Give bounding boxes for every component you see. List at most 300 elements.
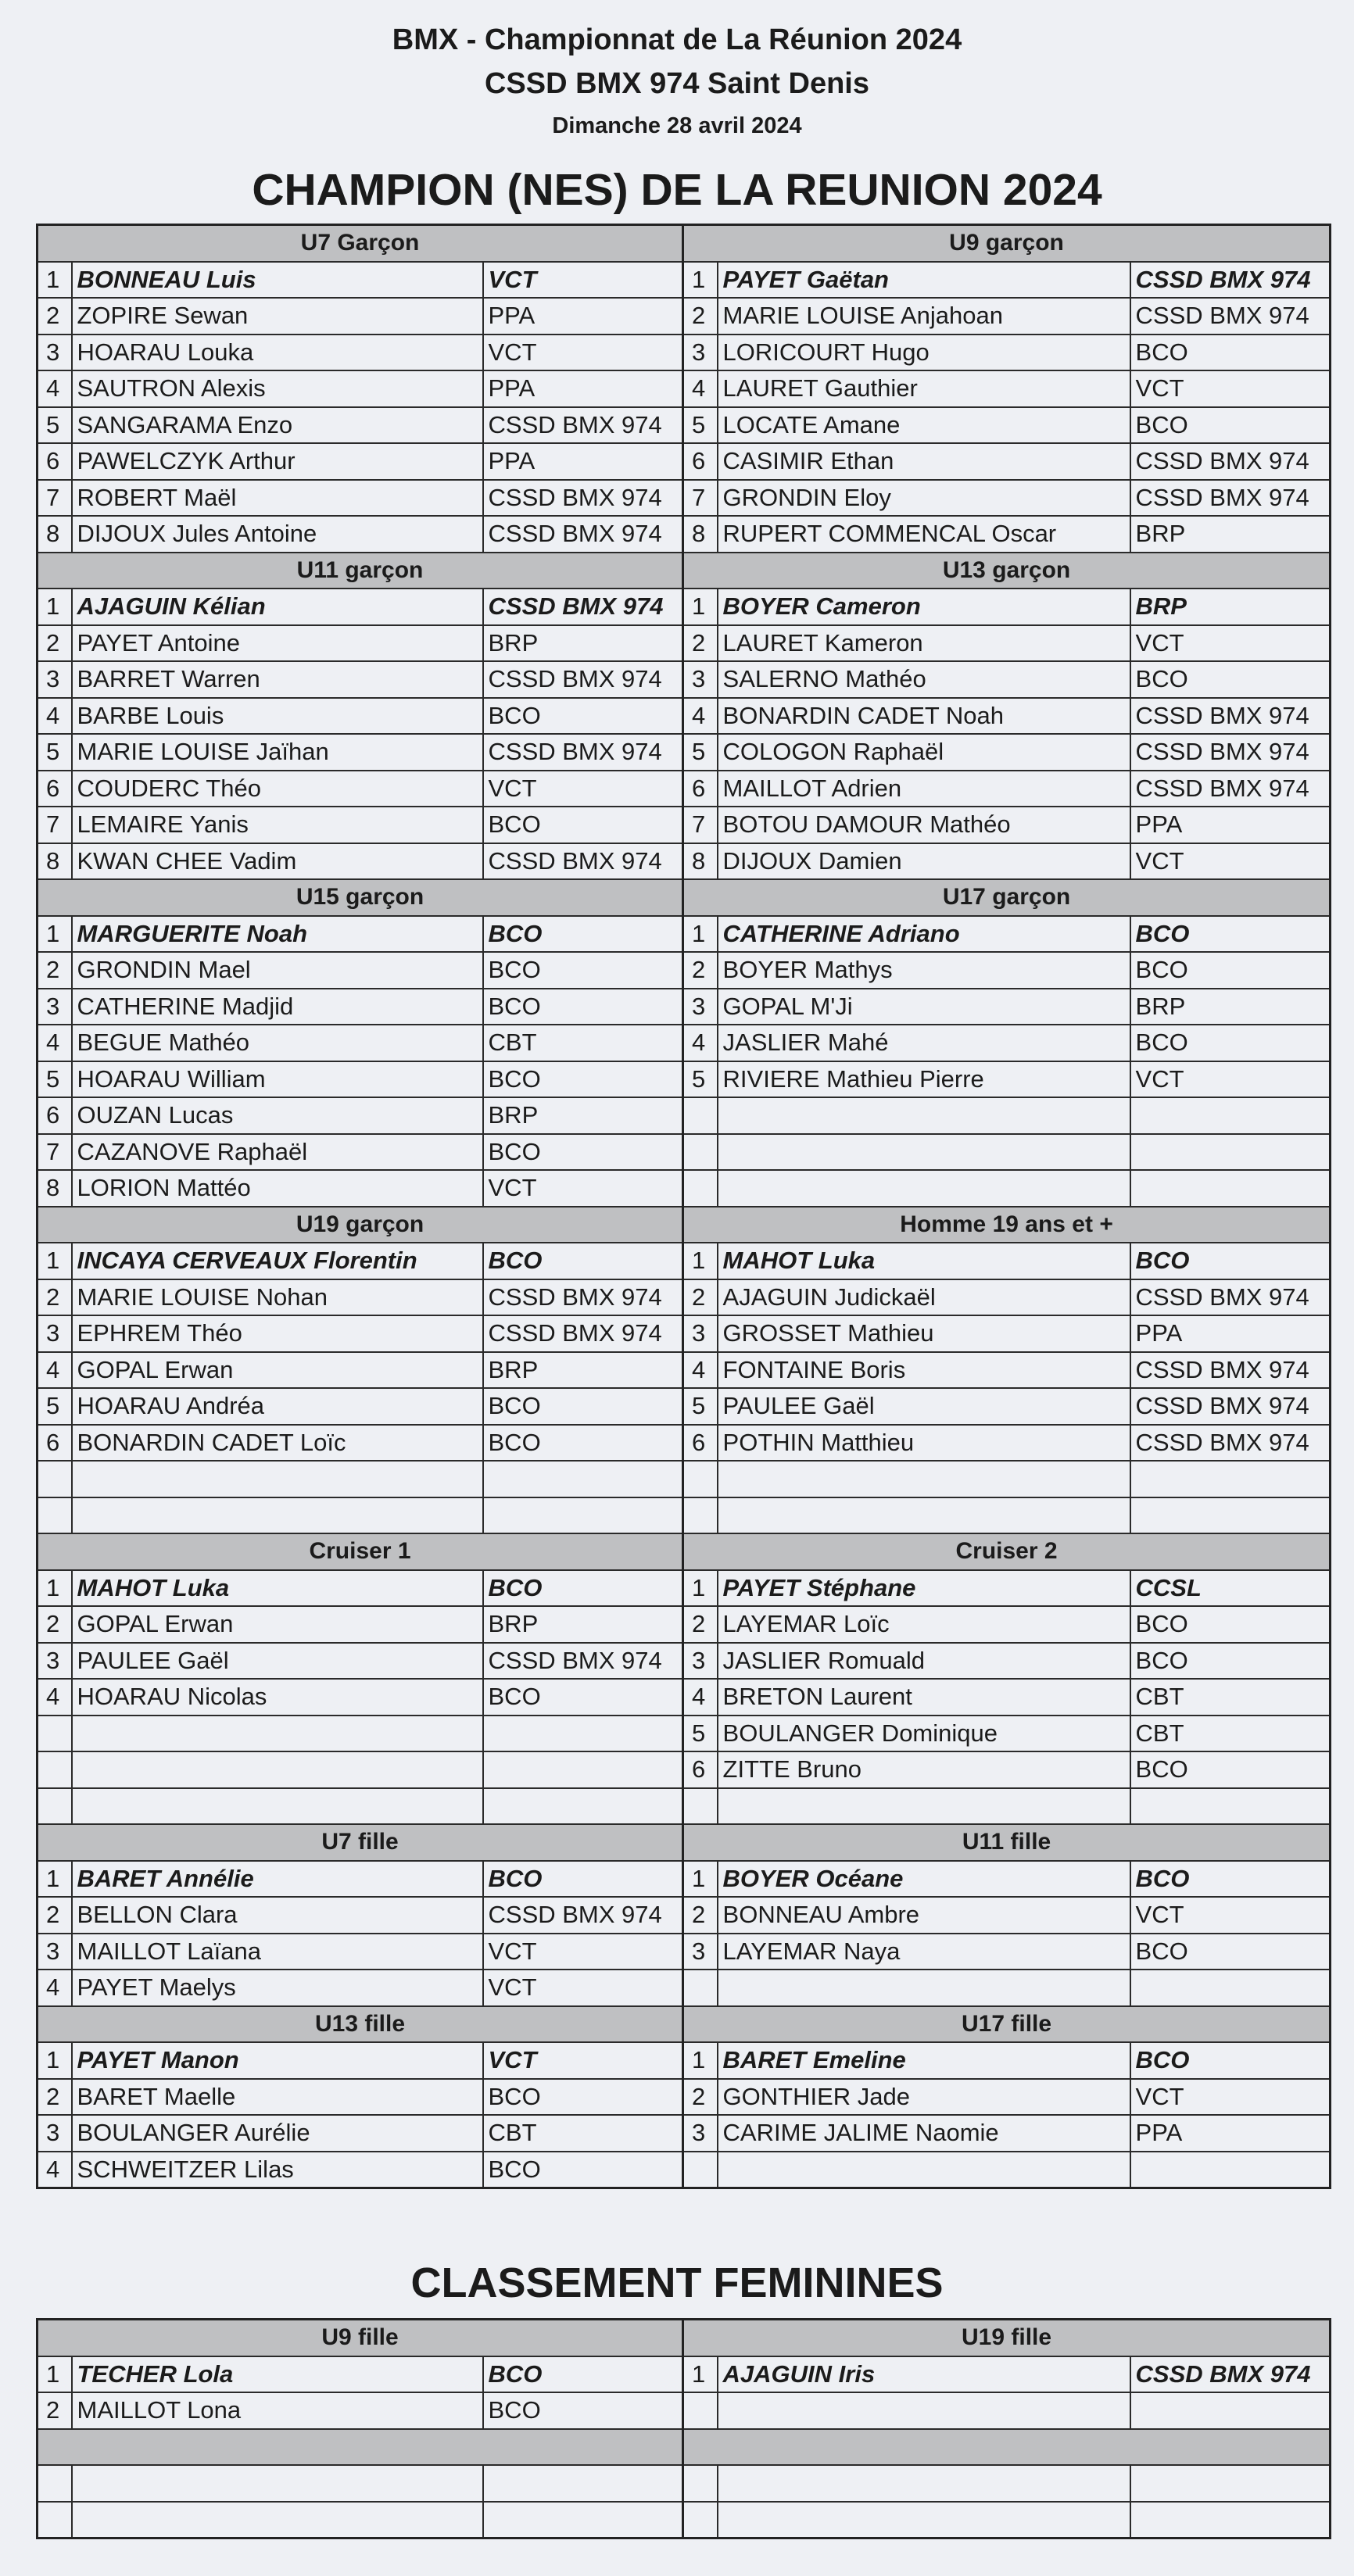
rank-cell: 5 <box>38 407 72 444</box>
table-row <box>38 2115 1331 2152</box>
rider-name-cell <box>72 1788 483 1825</box>
category-header-row <box>38 1533 1331 1570</box>
rank-cell: 1 <box>683 262 718 299</box>
category-title: U11 fille <box>683 1824 1331 1861</box>
rider-name-cell <box>72 1751 483 1788</box>
club-cell: BCO <box>483 1861 683 1898</box>
rank-cell: 1 <box>38 916 72 953</box>
rank-cell <box>683 2152 718 2188</box>
club-cell: BRP <box>1130 516 1331 553</box>
rider-name-cell <box>72 2502 483 2538</box>
rank-cell: 1 <box>38 2356 72 2393</box>
rider-name-cell: LAURET Kameron <box>718 625 1130 662</box>
club-cell: CCSL <box>1130 1570 1331 1607</box>
rank-cell: 6 <box>38 771 72 807</box>
club-cell: CSSD BMX 974 <box>1130 1279 1331 1316</box>
rank-cell: 5 <box>38 734 72 771</box>
club-cell: CSSD BMX 974 <box>1130 480 1331 517</box>
rider-name-cell <box>718 1497 1130 1534</box>
rank-cell <box>38 1751 72 1788</box>
club-cell: CSSD BMX 974 <box>483 589 683 625</box>
table-row <box>38 1497 1331 1534</box>
club-cell: CSSD BMX 974 <box>1130 771 1331 807</box>
club-cell: BCO <box>1130 1243 1331 1279</box>
category-header-row <box>38 1207 1331 1243</box>
table-row <box>38 2079 1331 2116</box>
rider-name-cell: LAYEMAR Naya <box>718 1934 1130 1970</box>
club-cell <box>483 1716 683 1752</box>
rank-cell: 1 <box>683 1861 718 1898</box>
rider-name-cell: PAWELCZYK Arthur <box>72 443 483 480</box>
rank-cell: 6 <box>683 443 718 480</box>
rank-cell: 2 <box>683 298 718 335</box>
table-row <box>38 335 1331 371</box>
rider-name-cell: BOULANGER Aurélie <box>72 2115 483 2152</box>
club-cell: CSSD BMX 974 <box>483 1315 683 1352</box>
rider-name-cell <box>718 2152 1130 2188</box>
rank-cell: 3 <box>38 989 72 1025</box>
club-cell: BRP <box>483 625 683 662</box>
rank-cell <box>38 1716 72 1752</box>
rank-cell: 2 <box>683 1606 718 1643</box>
rider-name-cell: BARET Emeline <box>718 2042 1130 2079</box>
category-title: U13 fille <box>38 2006 683 2043</box>
table-row <box>38 516 1331 553</box>
table-row <box>38 1897 1331 1934</box>
rank-cell: 1 <box>38 1243 72 1279</box>
club-cell: BRP <box>1130 589 1331 625</box>
table-row <box>38 2152 1331 2188</box>
club-cell: BCO <box>1130 1861 1331 1898</box>
category-header-row <box>38 2006 1331 2043</box>
rider-name-cell: JASLIER Romuald <box>718 1643 1130 1680</box>
club-cell: CSSD BMX 974 <box>1130 698 1331 735</box>
rank-cell <box>683 1097 718 1134</box>
rider-name-cell: ROBERT Maël <box>72 480 483 517</box>
club-cell: CSSD BMX 974 <box>1130 298 1331 335</box>
club-cell: VCT <box>483 335 683 371</box>
category-header-row <box>38 1824 1331 1861</box>
rank-cell: 2 <box>38 2392 72 2429</box>
rank-cell: 4 <box>38 1025 72 1061</box>
rank-cell <box>683 1970 718 2006</box>
rider-name-cell: BONARDIN CADET Noah <box>718 698 1130 735</box>
table-row <box>38 1643 1331 1680</box>
rider-name-cell: PAULEE Gaël <box>72 1643 483 1680</box>
club-cell: VCT <box>483 1970 683 2006</box>
table-row <box>38 2392 1331 2429</box>
rank-cell: 8 <box>683 843 718 880</box>
rider-name-cell: LORICOURT Hugo <box>718 335 1130 371</box>
table-row <box>38 407 1331 444</box>
club-cell: CSSD BMX 974 <box>483 1279 683 1316</box>
rank-cell: 2 <box>38 1279 72 1316</box>
table-row <box>38 1751 1331 1788</box>
rider-name-cell: AJAGUIN Kélian <box>72 589 483 625</box>
club-cell: BCO <box>483 1243 683 1279</box>
club-cell: BCO <box>483 2152 683 2188</box>
rank-cell: 8 <box>38 516 72 553</box>
club-cell <box>1130 1788 1331 1825</box>
club-cell: BCO <box>1130 1025 1331 1061</box>
table-row <box>38 1388 1331 1425</box>
rank-cell: 1 <box>683 589 718 625</box>
rider-name-cell: SCHWEITZER Lilas <box>72 2152 483 2188</box>
rider-name-cell: PAYET Antoine <box>72 625 483 662</box>
club-cell: VCT <box>1130 370 1331 407</box>
rider-name-cell <box>718 1134 1130 1171</box>
club-cell <box>1130 2502 1331 2538</box>
event-organizer: CSSD BMX 974 Saint Denis <box>484 67 870 100</box>
rank-cell: 8 <box>38 843 72 880</box>
rider-name-cell: COLOGON Raphaël <box>718 734 1130 771</box>
category-title: Homme 19 ans et + <box>683 1207 1331 1243</box>
table-row <box>38 916 1331 953</box>
category-title: U9 garçon <box>683 225 1331 262</box>
club-cell <box>1130 2465 1331 2502</box>
category-title: U7 Garçon <box>38 225 683 262</box>
table-row <box>38 952 1331 989</box>
club-cell <box>1130 1970 1331 2006</box>
table-row <box>38 625 1331 662</box>
club-cell <box>1130 1497 1331 1534</box>
club-cell <box>483 2502 683 2538</box>
rank-cell <box>683 1170 718 1207</box>
rider-name-cell <box>718 2465 1130 2502</box>
table-row <box>38 661 1331 698</box>
rider-name-cell: DIJOUX Damien <box>718 843 1130 880</box>
rank-cell <box>38 2465 72 2502</box>
rank-cell <box>683 2502 718 2538</box>
rank-cell: 5 <box>683 1061 718 1098</box>
rank-cell: 4 <box>683 698 718 735</box>
table-row <box>38 1315 1331 1352</box>
rider-name-cell: ZOPIRE Sewan <box>72 298 483 335</box>
club-cell: CSSD BMX 974 <box>483 843 683 880</box>
club-cell: BCO <box>1130 952 1331 989</box>
rank-cell: 2 <box>38 1897 72 1934</box>
rider-name-cell: LAYEMAR Loïc <box>718 1606 1130 1643</box>
rank-cell: 7 <box>38 480 72 517</box>
rider-name-cell: LAURET Gauthier <box>718 370 1130 407</box>
club-cell: CBT <box>483 1025 683 1061</box>
rider-name-cell <box>718 1788 1130 1825</box>
rider-name-cell: ZITTE Bruno <box>718 1751 1130 1788</box>
rider-name-cell: GOPAL Erwan <box>72 1606 483 1643</box>
table-row <box>38 807 1331 843</box>
table-row <box>38 2502 1331 2538</box>
club-cell <box>1130 1097 1331 1134</box>
rank-cell: 2 <box>38 298 72 335</box>
rider-name-cell: BOYER Océane <box>718 1861 1130 1898</box>
rank-cell: 2 <box>683 1279 718 1316</box>
rank-cell: 3 <box>38 1315 72 1352</box>
rider-name-cell: MAILLOT Laïana <box>72 1934 483 1970</box>
rider-name-cell: BOYER Mathys <box>718 952 1130 989</box>
table-row <box>38 1970 1331 2006</box>
club-cell: CBT <box>1130 1679 1331 1716</box>
rider-name-cell: BARBE Louis <box>72 698 483 735</box>
club-cell: PPA <box>483 298 683 335</box>
rider-name-cell <box>718 1970 1130 2006</box>
club-cell: CSSD BMX 974 <box>1130 1352 1331 1389</box>
club-cell: BCO <box>483 1134 683 1171</box>
rank-cell <box>38 1497 72 1534</box>
club-cell <box>1130 2152 1331 2188</box>
club-cell: VCT <box>1130 625 1331 662</box>
rider-name-cell: AJAGUIN Iris <box>718 2356 1130 2393</box>
club-cell: BCO <box>1130 1643 1331 1680</box>
rider-name-cell: JASLIER Mahé <box>718 1025 1130 1061</box>
event-title: BMX - Championnat de La Réunion 2024 <box>392 23 962 56</box>
rider-name-cell: MARGUERITE Noah <box>72 916 483 953</box>
rider-name-cell: SALERNO Mathéo <box>718 661 1130 698</box>
category-title: U15 garçon <box>38 879 683 916</box>
table-row <box>38 1097 1331 1134</box>
club-cell: BCO <box>483 1061 683 1098</box>
rank-cell: 3 <box>38 1643 72 1680</box>
table-row <box>38 1134 1331 1171</box>
rank-cell: 1 <box>683 916 718 953</box>
rank-cell: 5 <box>683 734 718 771</box>
rider-name-cell: BONNEAU Ambre <box>718 1897 1130 1934</box>
rider-name-cell: LOCATE Amane <box>718 407 1130 444</box>
rider-name-cell: EPHREM Théo <box>72 1315 483 1352</box>
rider-name-cell: BARRET Warren <box>72 661 483 698</box>
rank-cell: 3 <box>38 661 72 698</box>
club-cell: BCO <box>483 952 683 989</box>
rider-name-cell: BOYER Cameron <box>718 589 1130 625</box>
rank-cell: 6 <box>38 1425 72 1462</box>
rank-cell <box>38 1461 72 1497</box>
table-row <box>38 771 1331 807</box>
table-row <box>38 989 1331 1025</box>
rank-cell: 8 <box>683 516 718 553</box>
table-row <box>38 1279 1331 1316</box>
rider-name-cell: TECHER Lola <box>72 2356 483 2393</box>
rider-name-cell: PAYET Gaëtan <box>718 262 1130 299</box>
club-cell: BCO <box>1130 2042 1331 2079</box>
rank-cell <box>683 1788 718 1825</box>
rider-name-cell: COUDERC Théo <box>72 771 483 807</box>
club-cell: CSSD BMX 974 <box>483 480 683 517</box>
rank-cell <box>683 2392 718 2429</box>
rank-cell: 7 <box>683 807 718 843</box>
feminines-table <box>36 2318 1331 2539</box>
rank-cell: 2 <box>38 952 72 989</box>
rank-cell: 1 <box>38 2042 72 2079</box>
rider-name-cell: GROSSET Mathieu <box>718 1315 1130 1352</box>
page-title: CHAMPION (NES) DE LA REUNION 2024 <box>252 165 1102 215</box>
club-cell: BCO <box>1130 1606 1331 1643</box>
table-row <box>38 1934 1331 1970</box>
category-title: U13 garçon <box>683 553 1331 589</box>
club-cell: BCO <box>483 1679 683 1716</box>
club-cell: BCO <box>1130 407 1331 444</box>
rank-cell: 1 <box>38 1570 72 1607</box>
category-header-row <box>38 553 1331 589</box>
rank-cell: 1 <box>38 1861 72 1898</box>
rank-cell: 3 <box>38 1934 72 1970</box>
table-row <box>38 1679 1331 1716</box>
category-title: U17 fille <box>683 2006 1331 2043</box>
rank-cell: 4 <box>38 1679 72 1716</box>
club-cell: CSSD BMX 974 <box>483 516 683 553</box>
rider-name-cell: LORION Mattéo <box>72 1170 483 1207</box>
rider-name-cell: MAHOT Luka <box>72 1570 483 1607</box>
club-cell <box>483 1751 683 1788</box>
rider-name-cell <box>718 1097 1130 1134</box>
rank-cell: 5 <box>38 1061 72 1098</box>
rider-name-cell: KWAN CHEE Vadim <box>72 843 483 880</box>
rank-cell <box>683 2465 718 2502</box>
table-row <box>38 2042 1331 2079</box>
rider-name-cell <box>72 2465 483 2502</box>
rank-cell <box>683 1497 718 1534</box>
table-row <box>38 443 1331 480</box>
rider-name-cell: OUZAN Lucas <box>72 1097 483 1134</box>
rider-name-cell <box>718 2392 1130 2429</box>
club-cell: CSSD BMX 974 <box>483 1643 683 1680</box>
table-row <box>38 480 1331 517</box>
club-cell: BCO <box>483 916 683 953</box>
table-row <box>38 1243 1331 1279</box>
rider-name-cell: POTHIN Matthieu <box>718 1425 1130 1462</box>
rider-name-cell: BEGUE Mathéo <box>72 1025 483 1061</box>
category-header-row <box>38 225 1331 262</box>
rank-cell: 7 <box>683 480 718 517</box>
rank-cell: 4 <box>683 370 718 407</box>
rider-name-cell <box>718 2502 1130 2538</box>
rider-name-cell: BELLON Clara <box>72 1897 483 1934</box>
club-cell: BCO <box>1130 1934 1331 1970</box>
rider-name-cell: BARET Annélie <box>72 1861 483 1898</box>
rank-cell: 1 <box>683 1570 718 1607</box>
rank-cell: 4 <box>38 370 72 407</box>
rank-cell: 7 <box>38 807 72 843</box>
club-cell: BCO <box>483 2356 683 2393</box>
club-cell: CSSD BMX 974 <box>1130 262 1331 299</box>
rider-name-cell: HOARAU Louka <box>72 335 483 371</box>
category-title: U9 fille <box>38 2320 683 2356</box>
rank-cell <box>38 1788 72 1825</box>
club-cell: BCO <box>483 989 683 1025</box>
champions-table <box>36 224 1331 2189</box>
club-cell: CSSD BMX 974 <box>1130 443 1331 480</box>
rider-name-cell: DIJOUX Jules Antoine <box>72 516 483 553</box>
rider-name-cell: GONTHIER Jade <box>718 2079 1130 2116</box>
club-cell <box>483 1497 683 1534</box>
feminines-title: CLASSEMENT FEMININES <box>410 2259 944 2306</box>
club-cell: CSSD BMX 974 <box>1130 1425 1331 1462</box>
club-cell: BCO <box>483 1570 683 1607</box>
club-cell: PPA <box>483 443 683 480</box>
category-title: Cruiser 2 <box>683 1533 1331 1570</box>
category-header-row <box>38 879 1331 916</box>
rider-name-cell: BONNEAU Luis <box>72 262 483 299</box>
category-title <box>683 2429 1331 2466</box>
club-cell: BCO <box>483 2079 683 2116</box>
club-cell: BCO <box>483 698 683 735</box>
rider-name-cell: CASIMIR Ethan <box>718 443 1130 480</box>
club-cell: CSSD BMX 974 <box>1130 2356 1331 2393</box>
rider-name-cell: AJAGUIN Judickaël <box>718 1279 1130 1316</box>
table-row <box>38 734 1331 771</box>
table-row <box>38 589 1331 625</box>
club-cell <box>483 1461 683 1497</box>
rider-name-cell: GRONDIN Eloy <box>718 480 1130 517</box>
rider-name-cell <box>718 1170 1130 1207</box>
club-cell: BRP <box>483 1097 683 1134</box>
rank-cell: 4 <box>38 1970 72 2006</box>
rider-name-cell: MARIE LOUISE Anjahoan <box>718 298 1130 335</box>
club-cell: VCT <box>483 1170 683 1207</box>
rank-cell: 2 <box>683 1897 718 1934</box>
club-cell: VCT <box>1130 1061 1331 1098</box>
category-title: U19 garçon <box>38 1207 683 1243</box>
club-cell: VCT <box>1130 1897 1331 1934</box>
rank-cell: 3 <box>683 2115 718 2152</box>
club-cell: VCT <box>483 1934 683 1970</box>
rank-cell: 6 <box>38 1097 72 1134</box>
rider-name-cell: CATHERINE Adriano <box>718 916 1130 953</box>
category-title <box>38 2429 683 2466</box>
rider-name-cell: MAILLOT Lona <box>72 2392 483 2429</box>
club-cell: CSSD BMX 974 <box>483 734 683 771</box>
club-cell: CBT <box>1130 1716 1331 1752</box>
club-cell: CSSD BMX 974 <box>1130 734 1331 771</box>
table-row <box>38 1788 1331 1825</box>
club-cell: BCO <box>1130 335 1331 371</box>
table-row <box>38 1170 1331 1207</box>
club-cell: CSSD BMX 974 <box>483 661 683 698</box>
rank-cell: 5 <box>683 1388 718 1425</box>
club-cell <box>1130 1461 1331 1497</box>
table-row <box>38 262 1331 299</box>
rank-cell: 5 <box>683 407 718 444</box>
club-cell: VCT <box>1130 843 1331 880</box>
rider-name-cell: SAUTRON Alexis <box>72 370 483 407</box>
rider-name-cell: LEMAIRE Yanis <box>72 807 483 843</box>
club-cell: CSSD BMX 974 <box>483 407 683 444</box>
rank-cell: 4 <box>38 1352 72 1389</box>
club-cell <box>483 1788 683 1825</box>
club-cell: PPA <box>1130 1315 1331 1352</box>
rider-name-cell: MAILLOT Adrien <box>718 771 1130 807</box>
table-row <box>38 1025 1331 1061</box>
rider-name-cell: HOARAU William <box>72 1061 483 1098</box>
rider-name-cell: BRETON Laurent <box>718 1679 1130 1716</box>
rider-name-cell <box>72 1716 483 1752</box>
rider-name-cell: FONTAINE Boris <box>718 1352 1130 1389</box>
table-row <box>38 698 1331 735</box>
rank-cell: 1 <box>683 2042 718 2079</box>
rank-cell: 6 <box>683 1751 718 1788</box>
table-row <box>38 1861 1331 1898</box>
club-cell: VCT <box>483 771 683 807</box>
club-cell: BRP <box>483 1352 683 1389</box>
rider-name-cell: PAYET Manon <box>72 2042 483 2079</box>
club-cell: BCO <box>483 1425 683 1462</box>
club-cell <box>1130 2392 1331 2429</box>
category-title: U17 garçon <box>683 879 1331 916</box>
rider-name-cell: CAZANOVE Raphaël <box>72 1134 483 1171</box>
rank-cell: 3 <box>683 661 718 698</box>
category-title: Cruiser 1 <box>38 1533 683 1570</box>
category-header-row <box>38 2320 1331 2356</box>
rider-name-cell: RIVIERE Mathieu Pierre <box>718 1061 1130 1098</box>
club-cell: PPA <box>1130 807 1331 843</box>
